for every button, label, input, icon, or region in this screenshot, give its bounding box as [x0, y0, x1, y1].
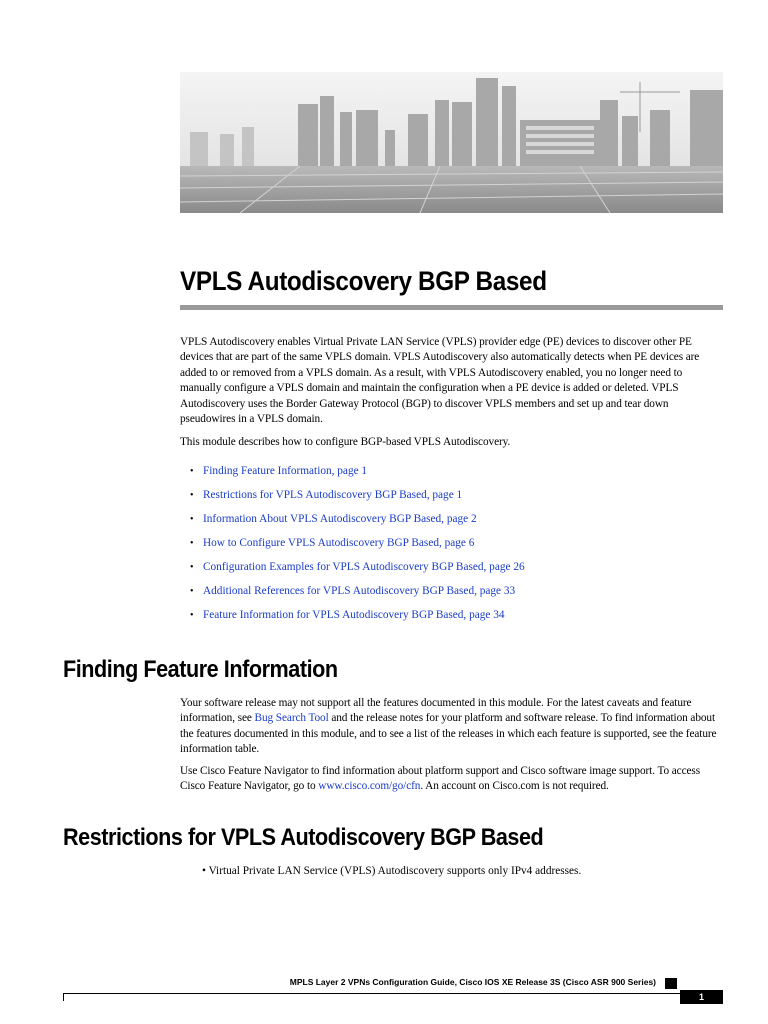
footer-tick-mark	[63, 993, 64, 1001]
footer-marker	[665, 978, 677, 989]
navigator-text-after-link: . An account on Cisco.com is not required.	[420, 780, 609, 793]
finding-paragraph-1	[180, 696, 725, 758]
bullet-icon: •	[190, 610, 194, 621]
title-divider	[180, 305, 723, 310]
finding-feature-information-heading: Finding Feature Information	[63, 656, 338, 683]
navigator-text-before-link: Use Cisco Feature Navigator to find information about platform support and Cisco software image support. To access Cisco Feature Navigator, go to	[180, 765, 701, 793]
bullet-icon: •	[190, 538, 194, 549]
bug-search-tool-link[interactable]: Bug Search Tool	[254, 712, 329, 725]
page-title: VPLS Autodiscovery BGP Based	[180, 266, 547, 296]
cisco-cfn-link[interactable]: www.cisco.com/go/cfn	[318, 780, 421, 793]
bullet-icon: •	[202, 865, 209, 877]
toc-link-additional-references[interactable]: Additional References for VPLS Autodiscovery BGP Based, page 33	[203, 585, 516, 597]
finding-text-before-link: Your software release may not support all the features documented in this module. For the latest caveats and feature information, see	[180, 697, 692, 725]
toc-item	[190, 510, 525, 534]
bullet-icon: •	[190, 466, 194, 477]
restriction-text: Virtual Private LAN Service (VPLS) Autodiscovery supports only IPv4 addresses.	[208, 865, 582, 877]
restriction-list-item	[202, 865, 581, 877]
intro-paragraph: VPLS Autodiscovery enables Virtual Private LAN Service (VPLS) provider edge (PE) devices to discover other PE devices that are part of the same VPLS domain. VPLS Autodiscovery also automatically detects when PE devices are added to or removed from a VPLS domain. As a result, with VPLS Autodiscovery enabled, you no longer need to manually configure a VPLS domain and maintain the configuration when a PE device is added or deleted. VPLS Autodiscovery uses the Border Gateway Protocol (BGP) to discover VPLS members and set up and tear down pseudowires in a VPLS domain.	[180, 336, 700, 426]
toc-link-finding-feature-information[interactable]: Finding Feature Information, page 1	[203, 465, 368, 477]
bullet-icon: •	[190, 562, 194, 573]
toc-item	[190, 558, 525, 582]
table-of-contents	[190, 462, 525, 630]
module-description-text: This module describes how to configure BGP-based VPLS Autodiscovery.	[180, 436, 511, 448]
toc-item	[190, 462, 525, 486]
toc-link-information-about[interactable]: Information About VPLS Autodiscovery BGP Based, page 2	[203, 513, 477, 525]
page-number: 1	[680, 990, 723, 1004]
bullet-icon: •	[190, 586, 194, 597]
toc-link-feature-information[interactable]: Feature Information for VPLS Autodiscovery BGP Based, page 34	[203, 609, 505, 621]
finding-text-after-link: and the release notes for your platform and software release. To find information about the features documented in this module, and to see a list of the releases in which each feature is supported, see the feature information table.	[180, 712, 717, 756]
skyline-illustration	[180, 72, 723, 213]
toc-link-configuration-examples[interactable]: Configuration Examples for VPLS Autodiscovery BGP Based, page 26	[203, 561, 525, 573]
module-description	[180, 435, 725, 450]
toc-item	[190, 534, 525, 558]
toc-item	[190, 606, 525, 630]
restrictions-heading: Restrictions for VPLS Autodiscovery BGP Based	[63, 824, 544, 851]
bullet-icon: •	[190, 490, 194, 501]
city-skyline-banner-image	[180, 72, 723, 213]
footer-guide-title: MPLS Layer 2 VPNs Configuration Guide, Cisco IOS XE Release 3S (Cisco ASR 900 Series)	[289, 977, 656, 987]
footer-divider	[63, 993, 680, 994]
toc-item	[190, 486, 525, 510]
finding-paragraph-2	[180, 764, 725, 795]
bullet-icon: •	[190, 514, 194, 525]
toc-link-how-to-configure[interactable]: How to Configure VPLS Autodiscovery BGP Based, page 6	[203, 537, 475, 549]
intro-section	[180, 335, 725, 427]
toc-link-restrictions[interactable]: Restrictions for VPLS Autodiscovery BGP Based, page 1	[203, 489, 463, 501]
toc-item	[190, 582, 525, 606]
